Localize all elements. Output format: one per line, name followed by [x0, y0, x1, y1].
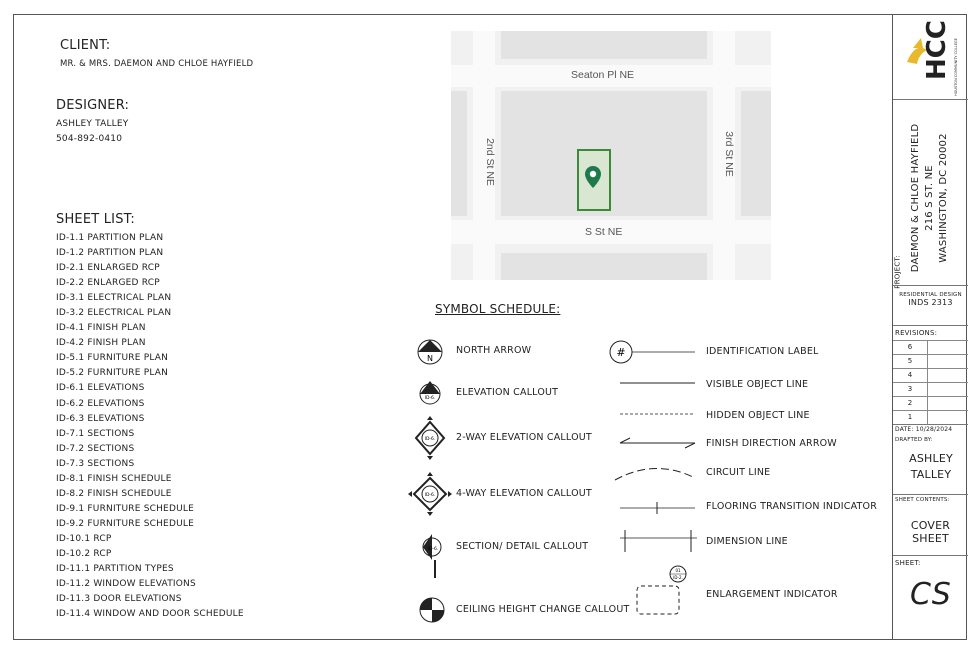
elevation-callout-icon — [420, 381, 440, 404]
sheet-list-item: ID-1.1 PARTITION PLAN — [56, 233, 164, 243]
symbol-label-right: FLOORING TRANSITION INDICATOR — [706, 501, 878, 512]
project-name: DAEMON & CHLOE HAYFIELD — [910, 123, 921, 273]
title-block — [892, 14, 968, 640]
sheet-list-item: ID-11.3 DOOR ELEVATIONS — [56, 594, 182, 605]
sheet-list-item: ID-8.2 FINISH SCHEDULE — [56, 488, 172, 499]
drafted-by: ASHLEY TALLEY — [909, 452, 953, 481]
revision-row — [893, 340, 968, 354]
svg-text:ID-6.: ID-6. — [424, 396, 436, 401]
revision-row — [893, 410, 968, 424]
sheet-list-item: ID-4.2 FINISH PLAN — [56, 338, 146, 349]
revision-number: 2 — [893, 397, 928, 410]
ceiling-height-icon — [420, 598, 444, 622]
sheet-contents-label: SHEET CONTENTS: — [895, 497, 950, 503]
designer-heading: DESIGNER: — [56, 98, 130, 113]
sheet-list-item: ID-7.1 SECTIONS — [56, 428, 135, 439]
enlargement-indicator-icon — [637, 566, 686, 614]
sheet-list-item: ID-10.1 RCP — [56, 533, 112, 544]
svg-text:#: # — [616, 346, 626, 359]
sheet-list-item: ID-2.1 ENLARGED RCP — [56, 263, 160, 274]
circuit-line-icon — [615, 468, 695, 480]
identification-label-icon — [610, 341, 695, 363]
sheet-contents: COVER SHEET — [910, 519, 951, 545]
sheet-list-item: ID-11.4 WINDOW AND DOOR SCHEDULE — [56, 609, 244, 620]
symbol-label-right: CIRCUIT LINE — [706, 467, 771, 478]
four-way-elevation-callout-icon — [408, 472, 452, 516]
sheet-list-item: ID-5.2 FURNITURE PLAN — [56, 368, 169, 379]
project-label: PROJECT: — [893, 255, 902, 289]
street-label-seaton: Seaton Pl NE — [571, 69, 635, 81]
sheet-list-item: ID-7.3 SECTIONS — [56, 458, 135, 469]
symbol-label-right: DIMENSION LINE — [706, 536, 788, 547]
symbol-label-left: ELEVATION CALLOUT — [456, 387, 559, 398]
symbol-label-right: VISIBLE OBJECT LINE — [706, 379, 809, 390]
project-address-2: WASHINGTON, DC 20002 — [938, 133, 949, 263]
project-block — [893, 100, 968, 296]
two-way-elevation-callout-icon — [416, 416, 444, 460]
sheet-list-item: ID-2.2 ENLARGED RCP — [56, 278, 160, 289]
date: DATE: 10/28/2024 — [895, 426, 953, 433]
sheet-list-item: ID-11.2 WINDOW ELEVATIONS — [56, 579, 196, 590]
client-heading: CLIENT: — [60, 38, 111, 53]
course-info: RESIDENTIAL DESIGN INDS 2313 — [899, 292, 962, 307]
revision-number: 3 — [893, 383, 928, 396]
sheet-list-item: ID-9.2 FURNITURE SCHEDULE — [56, 518, 194, 529]
revisions-label: REVISIONS: — [895, 329, 938, 337]
sheet-list-item: ID-6.2 ELEVATIONS — [56, 398, 145, 409]
hcc-logo — [901, 20, 961, 102]
svg-text:ID-6.: ID-6. — [424, 437, 436, 442]
street-label-s-st: S St NE — [585, 226, 623, 238]
location-pin-icon — [584, 165, 602, 189]
symbol-label-right: ENLARGEMENT INDICATOR — [706, 589, 838, 600]
drafted-by-label: DRAFTED BY: — [895, 437, 933, 443]
svg-text:01: 01 — [675, 568, 681, 573]
sheet-list-item: ID-9.1 FURNITURE SCHEDULE — [56, 503, 194, 514]
symbol-label-left: SECTION/ DETAIL CALLOUT — [456, 541, 589, 552]
finish-direction-arrow-icon — [620, 438, 695, 448]
svg-text:HCC: HCC — [922, 20, 952, 80]
revision-row — [893, 396, 968, 410]
sheet-list — [56, 231, 244, 622]
sheet-list-item: ID-3.2 ELECTRICAL PLAN — [56, 308, 172, 319]
client-name: MR. & MRS. DAEMON AND CHLOE HAYFIELD — [60, 59, 254, 69]
sheet-number: CS — [910, 577, 951, 612]
svg-text:ID-2.: ID-2. — [673, 575, 683, 580]
sheet-list-item: ID-1.2 PARTITION PLAN — [56, 248, 164, 259]
symbol-label-right: FINISH DIRECTION ARROW — [706, 438, 837, 449]
sheet-list-item: ID-11.1 PARTITION TYPES — [56, 564, 174, 575]
city-block — [501, 253, 707, 280]
revisions-table — [893, 340, 968, 424]
sheet-list-item: ID-8.1 FINISH SCHEDULE — [56, 473, 172, 484]
sheet-list-item: ID-6.1 ELEVATIONS — [56, 383, 145, 394]
revision-number: 6 — [893, 341, 928, 354]
sheet-list-item: ID-3.1 ELECTRICAL PLAN — [56, 293, 172, 304]
symbol-label-left: NORTH ARROW — [456, 345, 532, 356]
sheet-label: SHEET: — [895, 559, 921, 567]
designer-phone: 504-892-0410 — [56, 134, 123, 144]
street-label-2nd: 2nd St NE — [483, 138, 496, 186]
symbol-graphics — [405, 330, 878, 630]
flooring-transition-icon — [620, 502, 695, 514]
sheet-list-heading: SHEET LIST: — [56, 212, 135, 227]
city-block — [451, 91, 467, 216]
street-label-3rd: 3rd St NE — [722, 131, 735, 177]
north-arrow-icon — [418, 340, 442, 364]
symbol-label-right: IDENTIFICATION LABEL — [706, 346, 819, 357]
symbol-label-left: 2-WAY ELEVATION CALLOUT — [456, 432, 592, 443]
revision-number: 5 — [893, 355, 928, 368]
revision-number: 4 — [893, 369, 928, 382]
dimension-line-icon — [620, 530, 697, 552]
svg-text:ID-6.: ID-6. — [424, 493, 436, 498]
revision-row — [893, 368, 968, 382]
college-logo-icon — [901, 20, 961, 102]
revision-row — [893, 354, 968, 368]
city-block — [741, 91, 771, 216]
svg-text:N: N — [427, 354, 433, 363]
sheet-list-item: ID-6.3 ELEVATIONS — [56, 413, 145, 424]
sheet-list-item: ID-4.1 FINISH PLAN — [56, 323, 146, 334]
city-block — [501, 31, 707, 59]
sheet-list-item: ID-7.2 SECTIONS — [56, 443, 135, 454]
symbol-schedule-heading: SYMBOL SCHEDULE: — [435, 302, 561, 316]
location-map[interactable] — [451, 31, 771, 280]
revision-number: 1 — [893, 411, 928, 424]
revision-row — [893, 382, 968, 396]
svg-text:ID-6.: ID-6. — [427, 547, 439, 552]
project-address-1: 216 S ST. NE — [924, 165, 935, 231]
symbol-label-right: HIDDEN OBJECT LINE — [706, 410, 810, 421]
svg-text:HOUSTON COMMUNITY COLLEGE: HOUSTON COMMUNITY COLLEGE — [954, 38, 958, 96]
symbol-label-left: CEILING HEIGHT CHANGE CALLOUT — [456, 604, 630, 615]
sheet-list-item: ID-5.1 FURNITURE PLAN — [56, 353, 169, 364]
designer-name: ASHLEY TALLEY — [56, 119, 129, 129]
section-callout-icon — [423, 534, 441, 578]
sheet-list-item: ID-10.2 RCP — [56, 548, 112, 559]
symbol-label-left: 4-WAY ELEVATION CALLOUT — [456, 488, 592, 499]
